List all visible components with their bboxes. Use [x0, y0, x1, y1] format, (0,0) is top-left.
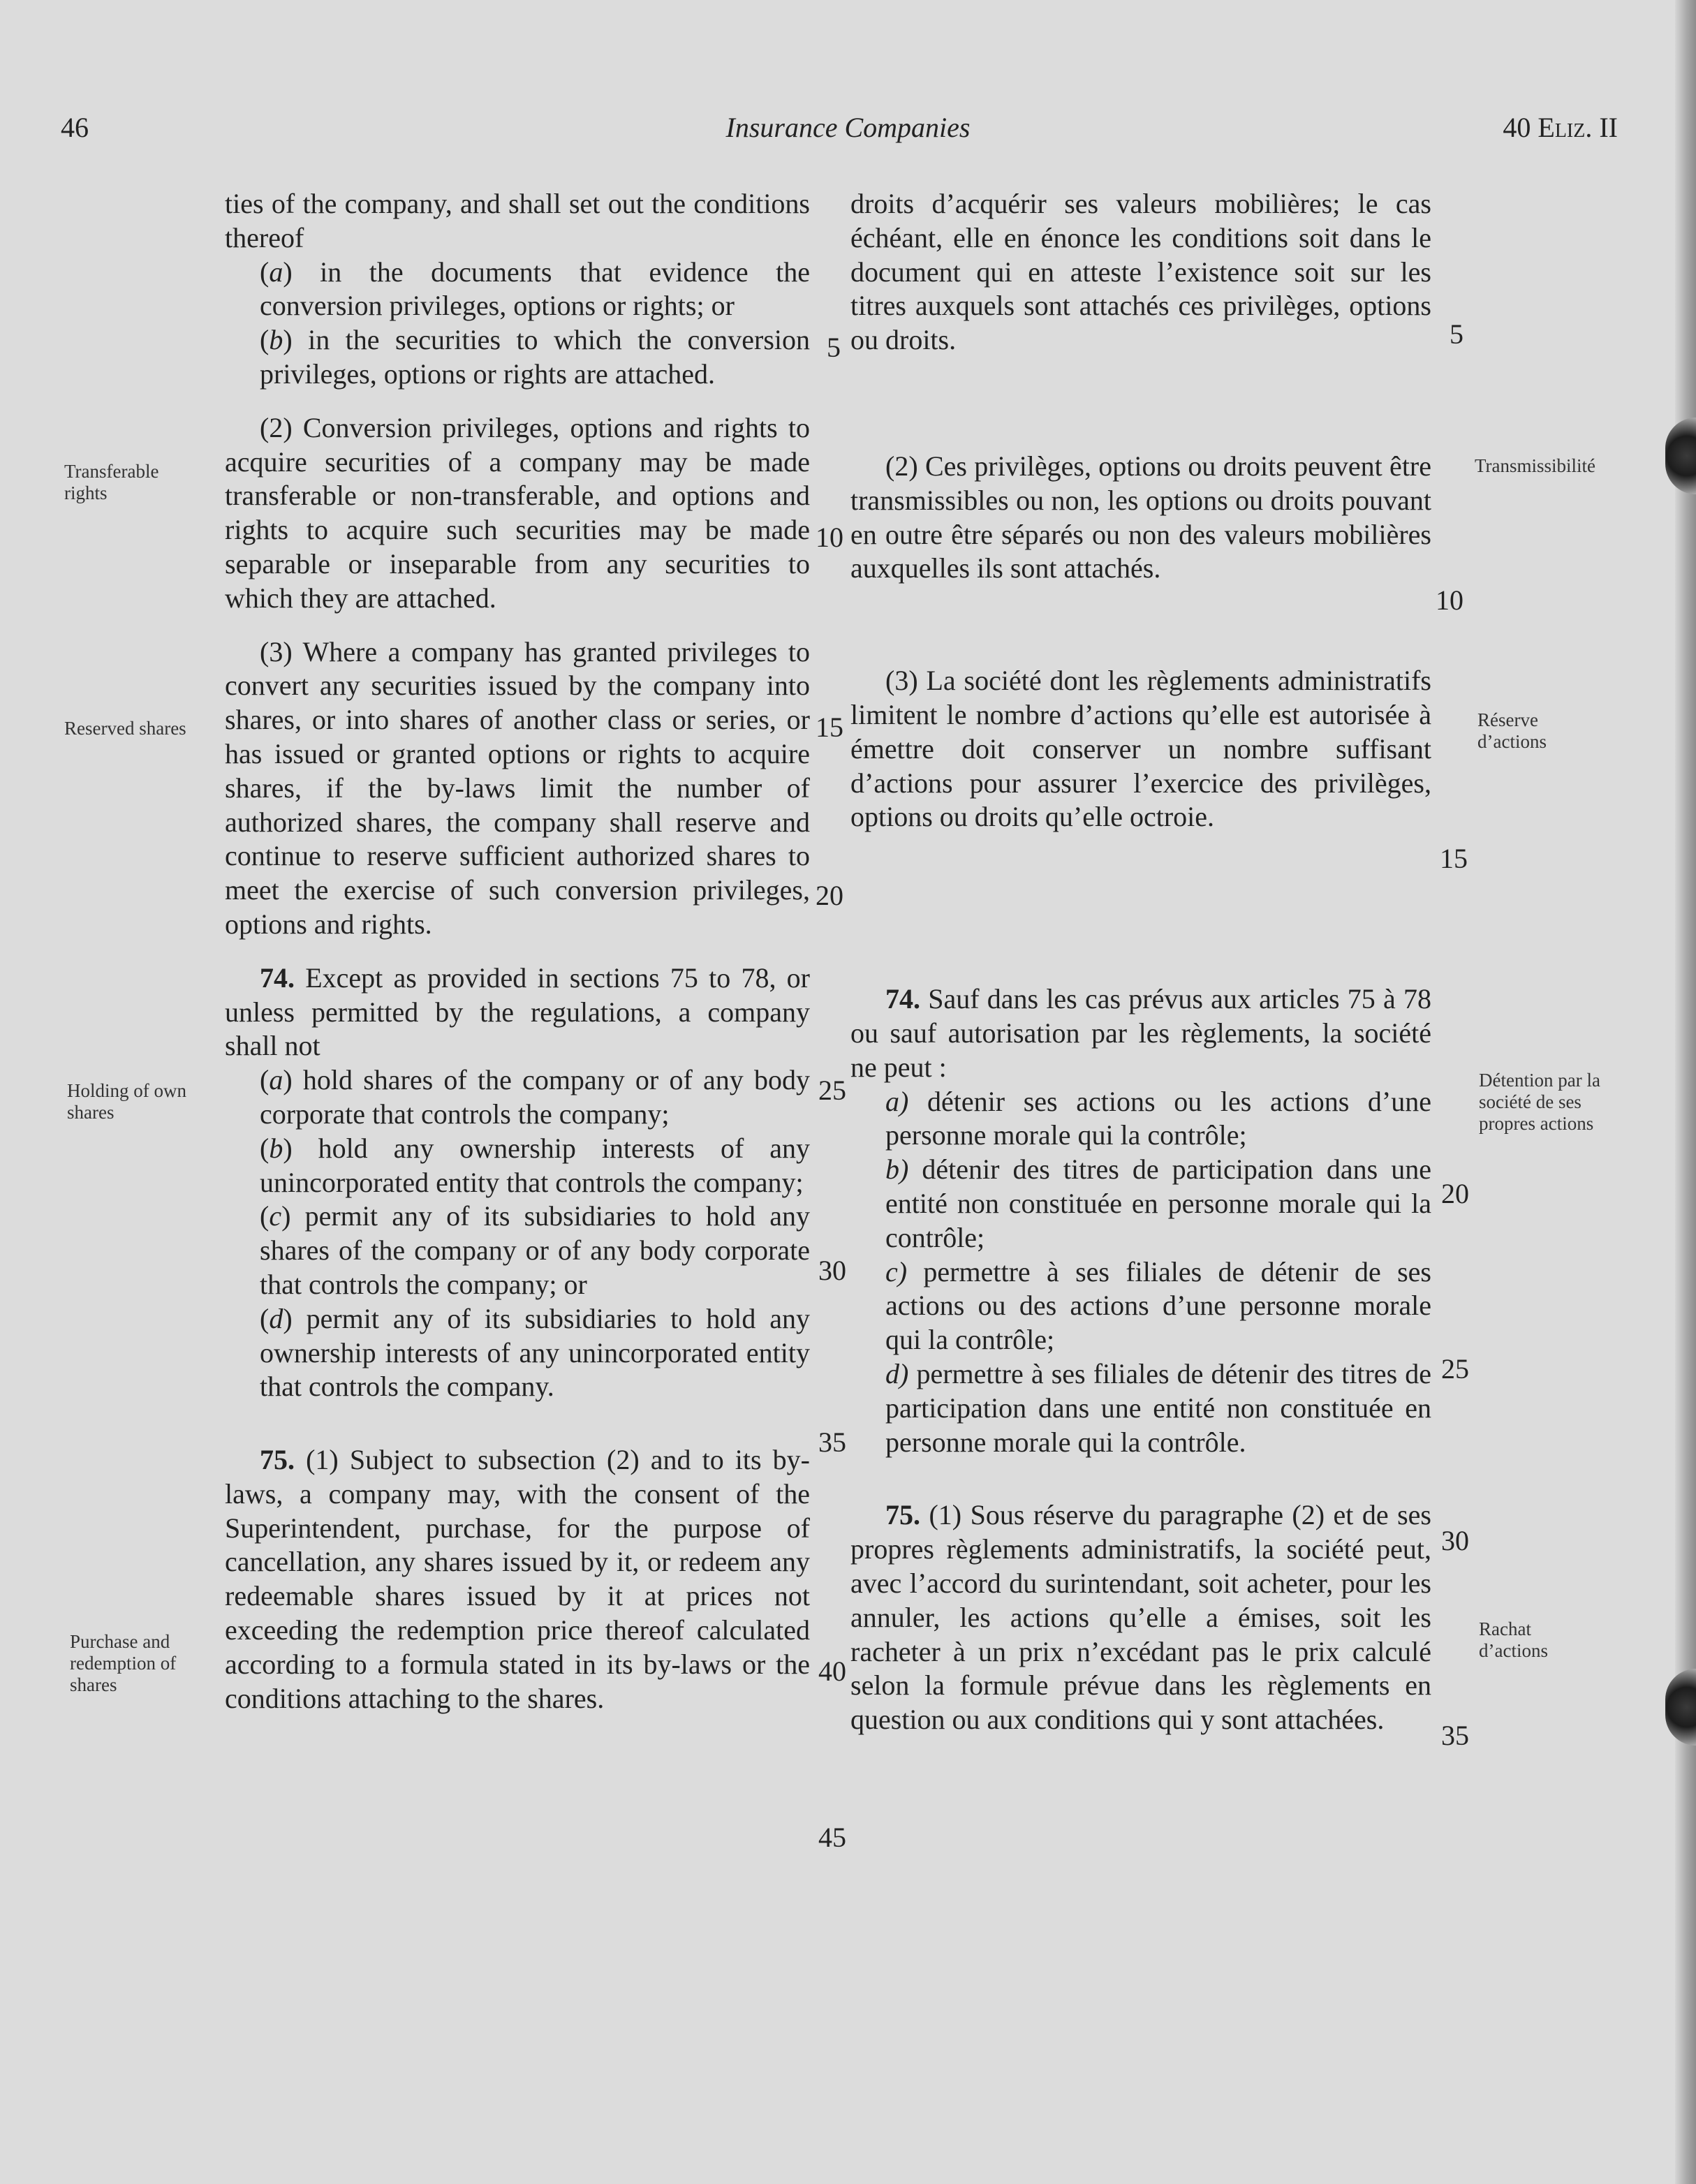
line-number-fr: 10: [1436, 584, 1463, 616]
regnal-year: 40 Eliz. II: [1503, 112, 1618, 143]
fr-section-74: 74. Sauf dans les cas prévus aux articles 75 à 78 ou sauf autorisation par les règlements, la société ne peut :: [850, 983, 1432, 1083]
english-column: [225, 187, 810, 1716]
fr-74-c: c) permettre à ses filiales de détenir de ses actions ou des actions d’une personne morale qui la contrôle;: [885, 1255, 1431, 1356]
en-intro-a: (a) in the documents that evidence the conversion privileges, options or rights; or: [260, 256, 810, 322]
fr-74-b: b) détenir des titres de participation dans une entité non constituée en personne morale qui la contrôle;: [885, 1153, 1431, 1253]
line-number-en: 30: [818, 1255, 846, 1286]
line-number-en: 15: [816, 711, 843, 743]
en-74-a: (a) hold shares of the company or of any body corporate that controls the company;: [260, 1064, 811, 1130]
fr-section-75: 75. (1) Sous réserve du paragraphe (2) et de ses propres règlements administratifs, la société peut, avec l’accord du surintendant, soit acheter, pour les annuler, les actions qu’elle a émises, soit les racheter à un prix n’excédant pas le prix calculé selon la formule prévue dans les règlements en question ou aux conditions qui y sont attachées.: [850, 1499, 1432, 1736]
line-number-fr: 35: [1441, 1720, 1469, 1751]
binder-ring: [1665, 418, 1696, 494]
line-number-en: 20: [816, 880, 843, 911]
line-number-fr: 25: [1441, 1353, 1469, 1385]
line-number-en: 35: [818, 1426, 846, 1458]
binder-ring: [1665, 1669, 1696, 1746]
french-column: [850, 187, 1431, 1737]
line-number-en: 10: [816, 522, 843, 553]
en-74-d: (d) permit any of its subsidiaries to hold any ownership interests of any unincorporated entity that controls the company.: [260, 1302, 810, 1403]
line-number-en: 45: [818, 1822, 846, 1853]
margin-note-rachat: Rachat d’actions: [1479, 1618, 1548, 1661]
margin-note-holding-own-shares: Holding of own shares: [67, 1080, 186, 1123]
line-number-en: 40: [818, 1655, 846, 1687]
en-section-75: 75. (1) Subject to subsection (2) and to its by-laws, a company may, with the consent of the Superintendent, purchase, for the purpose of cancellation, any shares issued by it, or redeem any redeemable shares issued by it at prices not exceeding the redemption price thereof calculated according to a formula stated in its by-laws or the conditions attaching to the shares.: [225, 1444, 810, 1714]
line-number-en: 25: [818, 1075, 846, 1106]
margin-note-purchase-redemption: Purchase and redemption of shares: [70, 1631, 177, 1695]
fr-section-73-2: (2) Ces privilèges, options ou droits peuvent être transmissibles ou non, les options ou droits pouvant en outre être séparés ou non des valeurs mobilières auxquelles ils sont attachés.: [850, 450, 1431, 584]
en-intro: ties of the company, and shall set out the conditions thereof: [225, 188, 810, 253]
page-number: 46: [61, 112, 89, 143]
line-number-fr: 5: [1450, 318, 1463, 350]
margin-note-reserved-shares: Reserved shares: [64, 718, 186, 739]
fr-section-73-3: (3) La société dont les règlements administratifs limitent le nombre d’actions qu’elle est autorisée à émettre doit conserver un nombre suffisant d’actions pour assurer l’exercice des privilèges, options ou droits qu’elle octroie.: [850, 665, 1431, 833]
running-title: Insurance Companies: [725, 112, 971, 143]
line-number-fr: 15: [1440, 843, 1468, 874]
en-intro-b: (b) in the securities to which the conversion privileges, options or rights are attached.: [260, 324, 810, 390]
en-section-73-3: (3) Where a company has granted privileges to convert any securities issued by the company into shares, or into shares of another class or series, or has issued or granted options or rights to acquire shares, if the by-laws limit the number of authorized shares, the company shall reserve and continue to reserve sufficient authorized shares to meet the exercise of such conversion privileges, options and rights.: [225, 635, 810, 940]
fr-intro: droits d’acquérir ses valeurs mobilières; le cas échéant, elle en énonce les conditions soit dans le document qui en atteste l’existence soit sur les titres auxquels sont attachés ces privilèges, options ou droits.: [850, 188, 1431, 356]
margin-note-transmissibilite: Transmissibilité: [1475, 455, 1596, 476]
en-74-b: (b) hold any ownership interests of any unincorporated entity that controls the company;: [260, 1132, 810, 1198]
margin-note-transferable-rights: Transferable rights: [64, 461, 159, 503]
fr-74-d: d) permettre à ses filiales de détenir des titres de participation dans une entité non constituée en personne morale qui la contrôle.: [885, 1357, 1432, 1458]
page-binding-edge: [1675, 0, 1696, 2184]
fr-74-a: a) détenir ses actions ou les actions d’une personne morale qui la contrôle;: [885, 1085, 1432, 1151]
margin-note-detention: Détention par la société de ses propres actions: [1479, 1070, 1600, 1134]
en-74-c: (c) permit any of its subsidiaries to hold any shares of the company or of any body corporate that controls the company; or: [260, 1200, 810, 1300]
en-section-73-2: (2) Conversion privileges, options and rights to acquire securities of a company may be made transferable or non-transferable, and options and rights to acquire such securities may be made separable or inseparable from any securities to which they are attached.: [225, 411, 810, 614]
line-number-fr: 30: [1441, 1525, 1469, 1556]
line-number-fr: 20: [1441, 1178, 1469, 1209]
line-number-en: 5: [827, 332, 841, 363]
en-section-74: 74. Except as provided in sections 75 to 78, or unless permitted by the regulations, a company shall not: [225, 961, 811, 1062]
margin-note-reserve-actions: Réserve d’actions: [1477, 709, 1547, 752]
